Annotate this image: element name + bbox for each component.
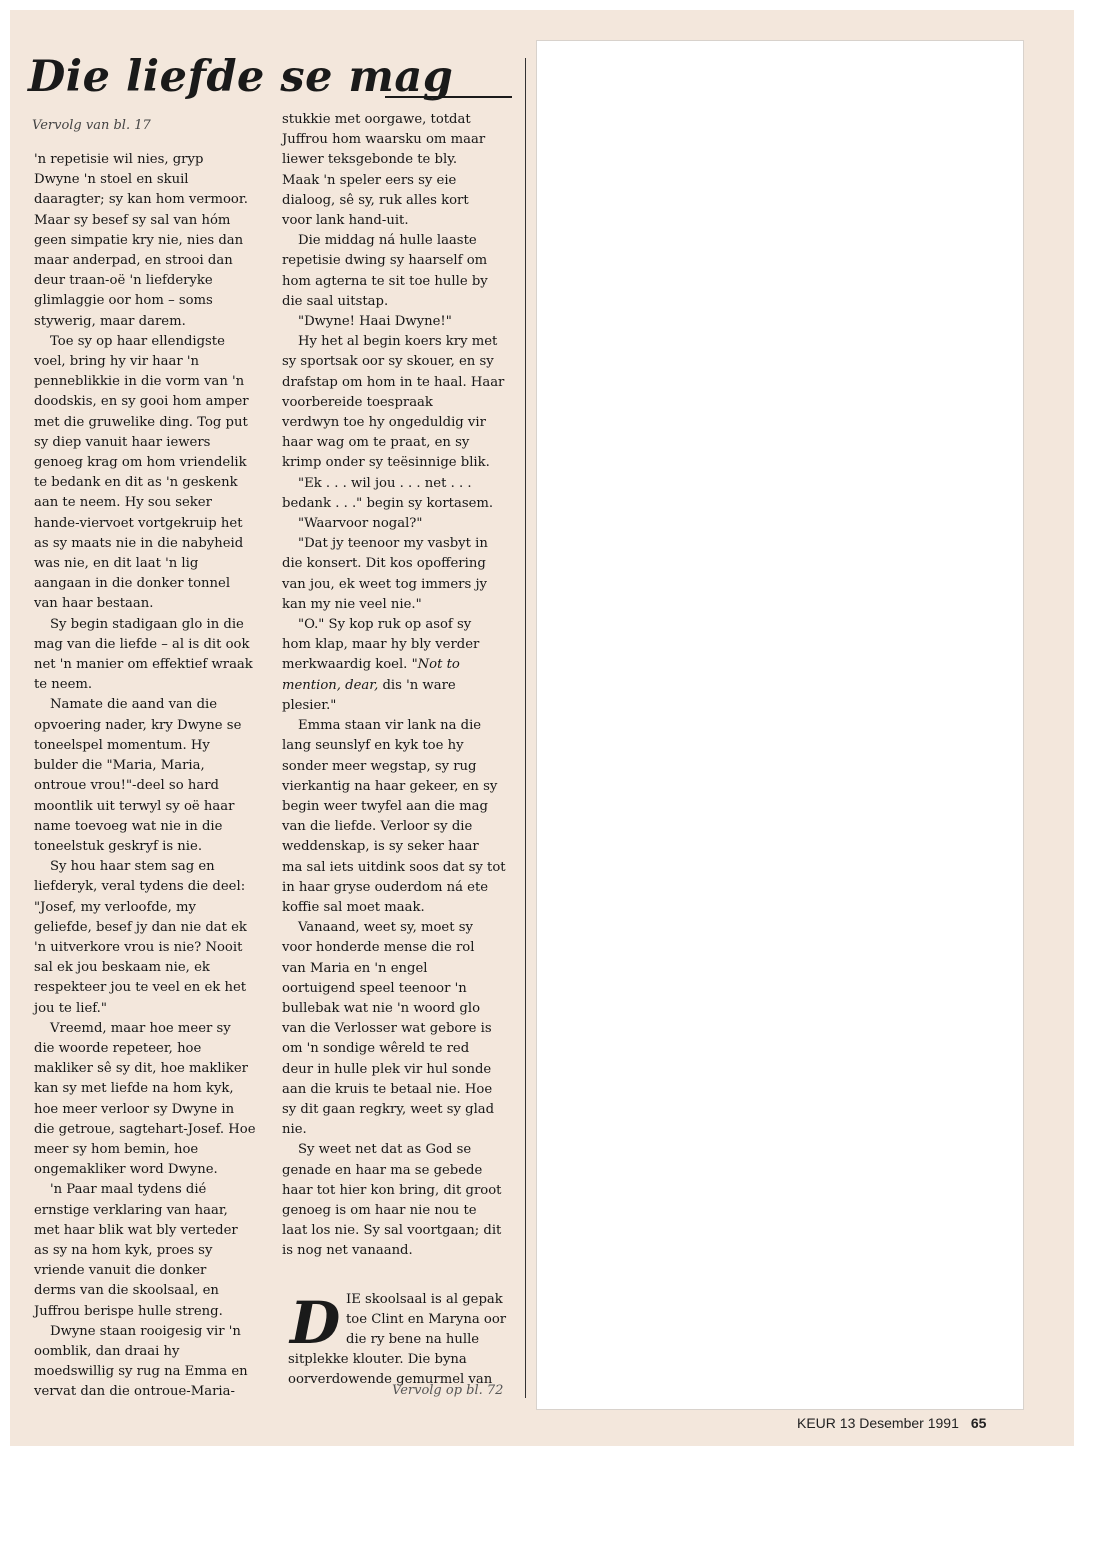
text-line: toe Clint en Maryna oor bbox=[346, 1311, 507, 1327]
paragraph: stukkie met oorgawe, totdat Juffrou hom waarsku om maar liewer teksgebonde te bly. Maak 'n speler eers sy eie dialoog, sê sy, ruk alles kort voor lank hand-uit. bbox=[282, 112, 486, 229]
paragraph: Sy begin stadigaan glo in die mag van die liefde – al is dit ook net 'n manier om effektief wraak te neem. bbox=[34, 616, 253, 693]
article-title: Die liefde se mag bbox=[28, 52, 454, 102]
title-rule bbox=[385, 96, 512, 98]
section-break-paragraph bbox=[282, 1290, 518, 1391]
paragraph: Emma staan vir lank na die lang seunslyf en kyk toe hy sonder meer wegstap, sy rug vierkantig na haar gekeer, en sy begin weer twyfel aan die mag van die liefde. Verloor sy die weddenskap, is sy seker haar ma sal iets uitdink soos dat sy tot in haar gryse ouderdom ná ete koffie sal moet maak. bbox=[282, 718, 506, 915]
paragraph: Vreemd, maar hoe meer sy die woorde repeteer, hoe makliker sê sy dit, hoe makliker kan sy met liefde na hom kyk, hoe meer verloor sy Dwyne in die getroue, sagtehart-Josef. Hoe meer sy hom bemin, hoe ongemakliker word Dwyne. bbox=[34, 1020, 256, 1178]
text-line: oorverdowende gemurmel van bbox=[288, 1372, 493, 1388]
paragraph: Vanaand, weet sy, moet sy voor honderde mense die rol van Maria en 'n engel oortuigend speel teenoor 'n bullebak wat nie 'n woord glo van die Verlosser wat gebore is om 'n sondige wêreld te red deur in hulle plek vir hul sonde aan die kruis te betaal nie. Hoe sy dit gaan regkry, weet sy glad nie. bbox=[282, 920, 495, 1138]
paragraph: 'n repetisie wil nies, gryp Dwyne 'n stoel en skuil daaragter; sy kan hom vermoor. Maar sy besef sy sal van hóm geen simpatie kry nie, nies dan maar anderpad, en strooi dan deur traan-oë 'n liefderyke glimlaggie oor hom – soms stywerig, maar darem. bbox=[34, 152, 248, 329]
text-column-2 bbox=[282, 110, 518, 1391]
paragraph: Sy hou haar stem sag en liefderyk, veral tydens die deel: "Josef, my verloofde, my geliefde, besef jy dan nie dat ek 'n uitverkore vrou is nie? Nooit sal ek jou beskaam nie, ek respekteer jou te veel en ek het jou te lief." bbox=[34, 859, 247, 1016]
text-column-1 bbox=[34, 150, 274, 1403]
paragraph: 'n Paar maal tydens dié ernstige verklaring van haar, met haar blik wat bly verteder as sy na hom kyk, proes sy vriende vanuit die donker derms van die skoolsaal, en Juffrou berispe hulle streng. bbox=[34, 1182, 238, 1319]
paragraph: Hy het al begin koers kry met sy sportsak oor sy skouer, en sy drafstap om hom in te haal. Haar voorbereide toespraak verdwyn toe hy ongeduldig vir haar wag om te praat, en sy krimp onder sy teësinnige blik. bbox=[282, 334, 505, 471]
text-line: die ry bene na hulle bbox=[346, 1331, 480, 1347]
magazine-issue: KEUR 13 Desember 1991 bbox=[797, 1415, 959, 1431]
text-line: sitplekke klouter. Die byna bbox=[288, 1352, 467, 1368]
paragraph-text: dis 'n ware plesier." bbox=[282, 677, 456, 713]
continued-from-note: Vervolg van bl. 17 bbox=[32, 118, 151, 133]
paragraph: "Dwyne! Haai Dwyne!" bbox=[298, 314, 452, 330]
continued-on-note: Vervolg op bl. 72 bbox=[392, 1383, 504, 1398]
text-line: IE skoolsaal is al gepak bbox=[346, 1291, 503, 1307]
drop-cap: D bbox=[290, 1288, 341, 1357]
paragraph: Die middag ná hulle laaste repetisie dwing sy haarself om hom agterna te sit toe hulle by die saal uitstap. bbox=[282, 233, 488, 309]
page-number: 65 bbox=[970, 1415, 987, 1431]
paragraph: Sy weet net dat as God se genade en haar ma se gebede haar tot hier kon bring, dit groot genoeg is om haar nie nou te laat los nie. Sy sal voortgaan; dit is nog net vanaand. bbox=[282, 1142, 502, 1259]
paragraph-with-quote bbox=[282, 615, 518, 716]
english-quote: "Not to mention, dear, bbox=[282, 657, 460, 693]
blank-white-panel bbox=[536, 40, 1024, 1410]
paragraph: Toe sy op haar ellendigste voel, bring hy vir haar 'n penneblikkie in die vorm van 'n doodskis, en sy gooi hom amper met die gruwelike ding. Tog put sy diep vanuit haar iewers genoeg krag om hom vriendelik te bedank en dit as 'n geskenk aan te neem. Hy sou seker hande-viervoet vortgekruip het as sy maats nie in die nabyheid was nie, en dit laat 'n lig aangaan in die donker tonnel van haar bestaan. bbox=[34, 333, 249, 612]
column-divider bbox=[525, 58, 526, 1398]
paragraph: "Waarvoor nogal?" bbox=[298, 516, 423, 532]
paragraph: "Dat jy teenoor my vasbyt in die konsert. Dit kos opoffering van jou, ek weet tog immers jy kan my nie veel nie." bbox=[282, 536, 488, 612]
paragraph: "Ek . . . wil jou . . . net . . . bedank . . ." begin sy kortasem. bbox=[282, 475, 494, 511]
paragraph: Dwyne staan rooigesig vir 'n oomblik, dan draai hy moedswillig sy rug na Emma en vervat dan die ontroue-Maria- bbox=[34, 1323, 248, 1400]
page-footer bbox=[797, 1415, 986, 1431]
paragraph: Namate die aand van die opvoering nader, kry Dwyne se toneelspel momentum. Hy bulder die "Maria, Maria, ontroue vrou!"-deel so hard moontlik uit terwyl sy oë haar name toevoeg wat nie in die toneelstuk geskryf is nie. bbox=[34, 697, 242, 854]
paragraph-text: "O." Sy kop ruk op asof sy hom klap, maar hy bly verder merkwaardig koel. bbox=[282, 617, 480, 673]
